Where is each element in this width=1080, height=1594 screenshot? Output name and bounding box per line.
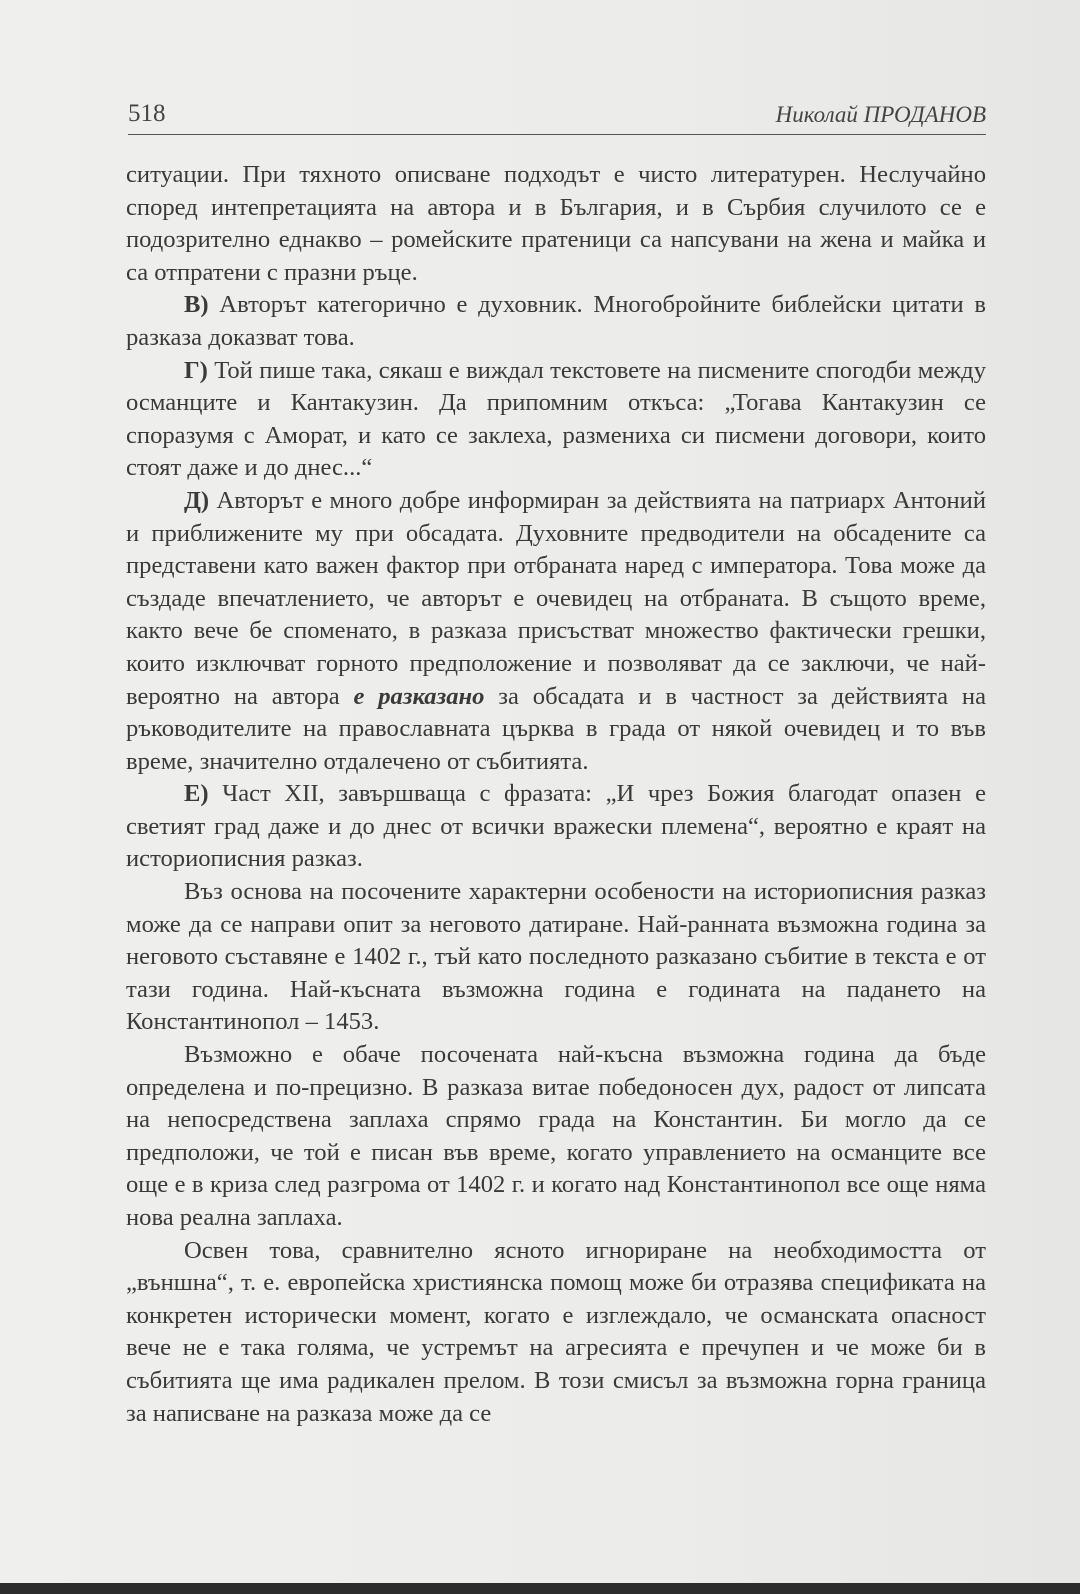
- paragraph-continuation: [126, 159, 986, 289]
- paragraph-text: Освен това, сравнително ясното игнориране на необходимостта от „външна“, т. е. европейска християнска помощ може би отразява спецификата на конкретен исторически момент, когато е изглеждало, че османската опасност вече не е така голяма, че устремът на агресията е пречупен и че може би в събитията ще има радикален прелом. В този смисъл за възможна горна граница за написване на разказа може да се: [126, 1236, 986, 1427]
- page-number: 518: [128, 100, 166, 127]
- body-text: [126, 159, 986, 1430]
- paragraph-text: ситуации. При тяхното описване подходът е чисто литературен. Неслучайно според интепретацията на автора и в България, и в Сърбия случилото се е подозрително еднакво – ромейските пратеници са напсувани на жена и майка и са отпратени с празни ръце.: [126, 161, 986, 286]
- emphasis-text: е разказано: [353, 682, 485, 710]
- paragraph-g: [126, 355, 986, 485]
- list-marker: Г): [184, 356, 208, 384]
- paragraph-text: Авторът е много добре информиран за действията на патриарх Антоний и приближените му при обсадата. Духовните предводители на обсадените са представени като важен фактор при отбраната наред с императора. Това може да създаде впечатлението, че авторът е очевидец на отбраната. В същото време, както вече бе споменато, в разказа присъстват множество фактически грешки, които изключват горното предположение и позволяват да се заключи, че най-вероятно на автора: [126, 486, 986, 710]
- paragraph-text: за обсадата и в частност за действията на ръководителите на православната църква в града от някой очевидец и то във време, значително отдалечено от събитията.: [126, 682, 987, 775]
- running-head-author: Николай ПРОДАНОВ: [775, 102, 986, 127]
- list-marker: Д): [184, 486, 210, 514]
- paragraph-text: Част XII, завършваща с фразата: „И чрез Божия благодат опазен е светият град даже и до днес от всички вражески племена“, вероятно е краят на историописния разказ.: [126, 780, 986, 873]
- paragraph-text: Възможно е обаче посочената най-късна възможна година да бъде определена и по-прецизно. В разказа витае победоносен дух, радост от липсата на непосредствена заплаха спрямо града на Константин. Би могло да се предположи, че той е писан във време, когато управлението на османците все още е в криза след разгрома от 1402 г. и когато над Константинопол все още няма нова реална заплаха.: [126, 1041, 986, 1231]
- paragraph-external-help: [126, 1235, 986, 1431]
- paragraph-text: Той пише така, сякаш е виждал текстовете на писмените спогодби между османците и Кантакузин. Да припомним откъса: „Тогава Кантакузин се споразумя с Аморат, и като се заклеха, размениха си писмени договори, които стоят даже и до днес...“: [126, 356, 986, 482]
- list-marker: Е): [184, 780, 209, 808]
- paragraph-e: [126, 778, 986, 876]
- page-header: [128, 98, 986, 135]
- paragraph-text: Авторът категорично е духовник. Многобройните библейски цитати в разказа доказват това.: [126, 291, 986, 351]
- paragraph-dating: [126, 876, 986, 1039]
- paragraph-text: Въз основа на посочените характерни особености на историописния разказ може да се направи опит за неговото датиране. Най-ранната възможна година за неговото съставяне е 1402 г., тъй като последното разказано събитие в текста е от тази година. Най-късната възможна година е годината на падането на Константинопол – 1453.: [126, 878, 986, 1036]
- list-marker: В): [184, 291, 209, 319]
- paragraph-precision: [126, 1039, 986, 1235]
- paragraph-v: [126, 289, 986, 354]
- paragraph-d: [126, 485, 986, 778]
- page-bottom-edge: [0, 1583, 1080, 1594]
